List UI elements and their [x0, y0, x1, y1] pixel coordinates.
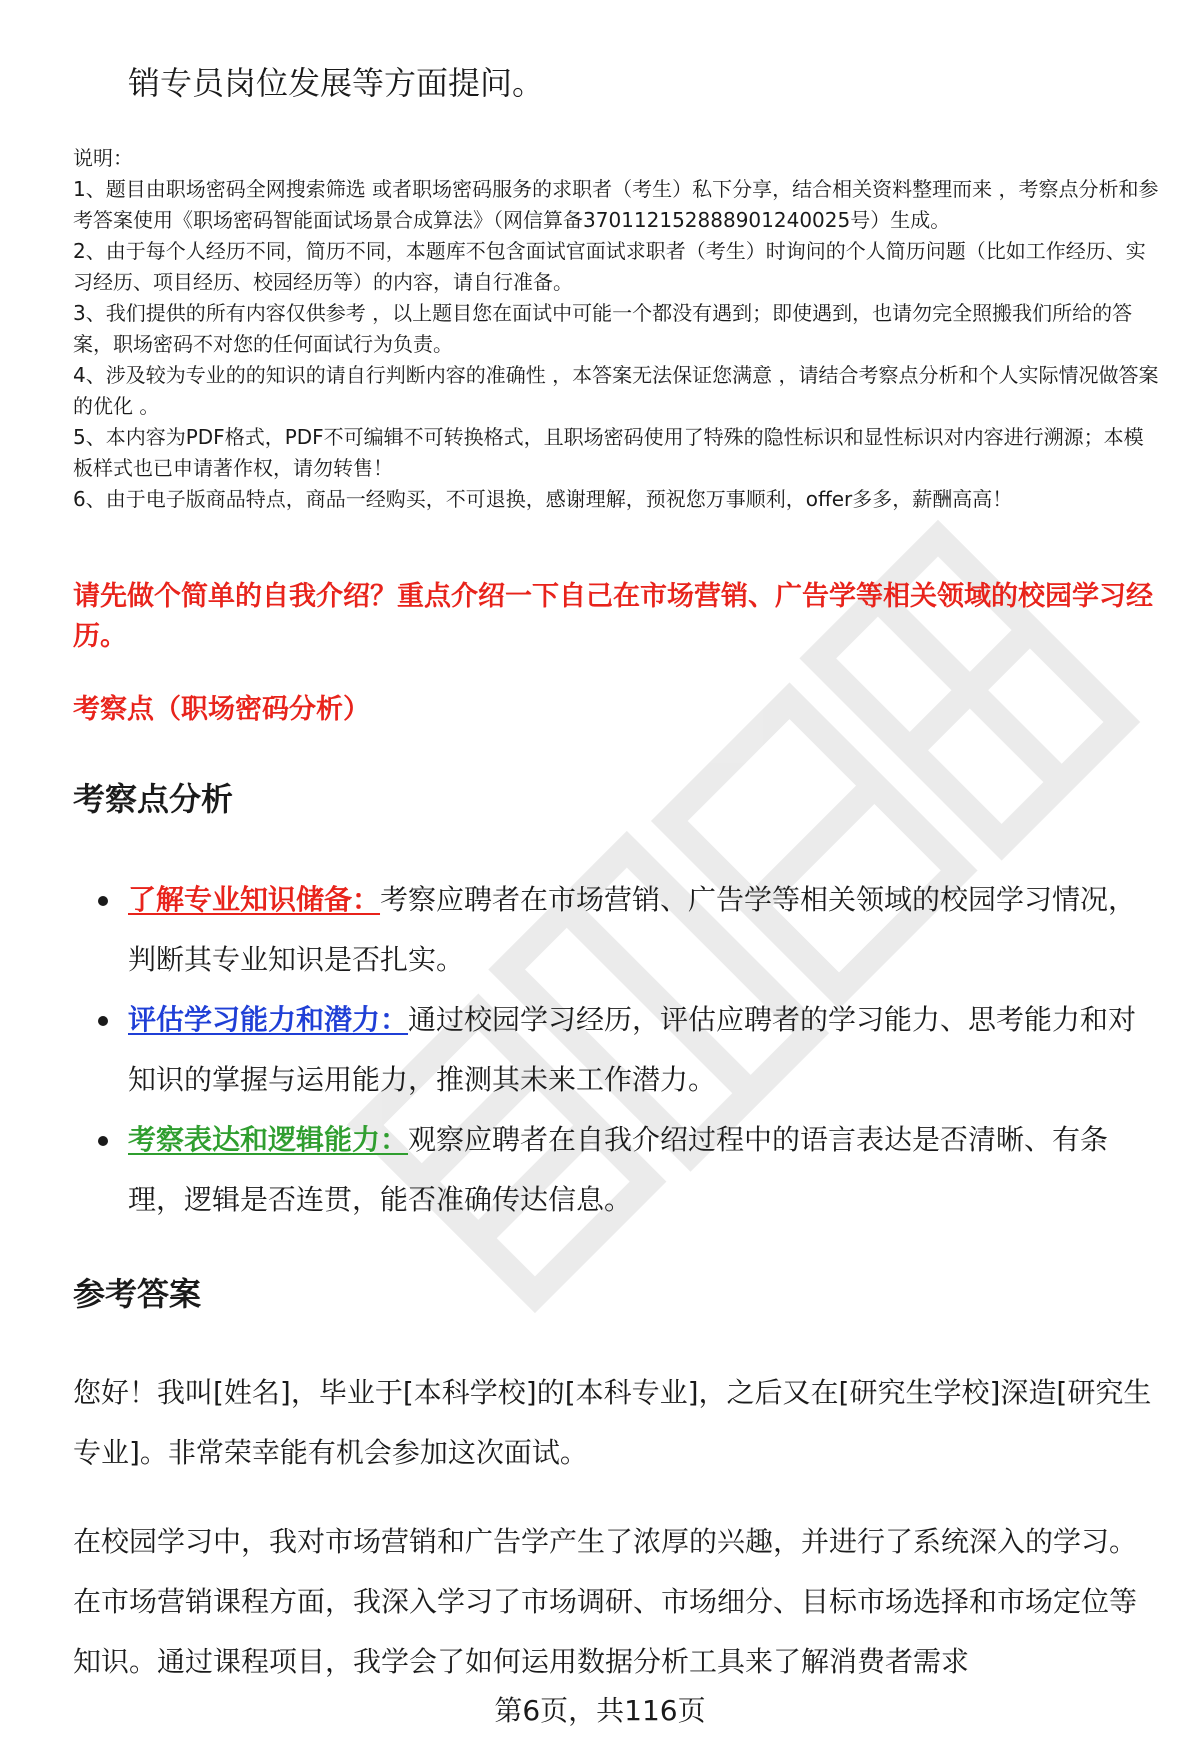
analysis-key: 评估学习能力和潜力： — [128, 1003, 409, 1036]
analysis-text: 观察应聘者在自我介绍过程中的语言表达是否清晰、有条理，逻辑是否连贯，能否准确传达信息。 — [128, 1123, 1109, 1216]
note-item: 3、我们提供的所有内容仅供参考 ，以上题目您在面试中可能一个都没有遇到；即使遇到，也请勿完全照搬我们所给的答案，职场密码不对您的任何面试行为负责。 — [73, 301, 1133, 356]
analysis-key: 考察表达和逻辑能力： — [128, 1123, 409, 1156]
answer-paragraph: 在校园学习中，我对市场营销和广告学产生了浓厚的兴趣，并进行了系统深入的学习。在市场营销课程方面，我深入学习了市场调研、市场细分、目标市场选择和市场定位等知识。通过课程项目，我学会了如何运用数据分析工具来了解消费者需求 — [73, 1525, 1138, 1678]
analysis-text: 考察应聘者在市场营销、广告学等相关领域的校园学习情况，判断其专业知识是否扎实。 — [128, 883, 1137, 976]
exam-point-label: 考察点（职场密码分析） — [73, 694, 370, 725]
note-item: 6、由于电子版商品特点，商品一经购买，不可退换，感谢理解，预祝您万事顺利，offer多多，薪酬高高！ — [73, 487, 1013, 511]
analysis-list — [90, 870, 1150, 1230]
analysis-item — [90, 870, 1150, 990]
analysis-heading: 考察点分析 — [73, 780, 234, 818]
bullet-dot-icon — [98, 896, 108, 906]
notes-title: 说明： — [73, 146, 133, 170]
analysis-key: 了解专业知识储备： — [128, 883, 381, 916]
note-item: 5、本内容为PDF格式，PDF不可编辑不可转换格式，且职场密码使用了特殊的隐性标识和显性标识对内容进行溯源；本模板样式也已申请著作权，请勿转售！ — [73, 425, 1144, 480]
answer-heading: 参考答案 — [73, 1275, 202, 1313]
page-footer: 第6页，共116页 — [494, 1694, 706, 1727]
interview-question: 请先做个简单的自我介绍？重点介绍一下自己在市场营销、广告学等相关领域的校园学习经历。 — [73, 581, 1153, 652]
analysis-text: 通过校园学习经历，评估应聘者的学习能力、思考能力和对知识的掌握与运用能力，推测其未来工作潜力。 — [128, 1003, 1137, 1096]
note-item: 4、涉及较为专业的的知识的请自行判断内容的准确性 ，本答案无法保证您满意 ，请结合考察点分析和个人实际情况做答案的优化 。 — [73, 363, 1159, 418]
answer-paragraph: 您好！我叫[姓名]，毕业于[本科学校]的[本科专业]，之后又在[研究生学校]深造[研究生专业]。非常荣幸能有机会参加这次面试。 — [73, 1376, 1152, 1469]
analysis-item — [90, 1110, 1150, 1230]
notes-section — [73, 143, 1163, 515]
note-item: 1、题目由职场密码全网搜索筛选 或者职场密码服务的求职者（考生）私下分享，结合相关资料整理而来 ，考察点分析和参考答案使用《职场密码智能面试场景合成算法》（网信算备370112152888901240025号）生成。 — [73, 177, 1159, 232]
previous-question-tail: 销专员岗位发展等方面提问。 — [128, 64, 545, 102]
analysis-item — [90, 990, 1150, 1110]
bullet-dot-icon — [98, 1136, 108, 1146]
note-item: 2、由于每个人经历不同，简历不同，本题库不包含面试官面试求职者（考生）时询问的个人简历问题（比如工作经历、实习经历、项目经历、校园经历等）的内容，请自行准备。 — [73, 239, 1146, 294]
bullet-dot-icon — [98, 1016, 108, 1026]
